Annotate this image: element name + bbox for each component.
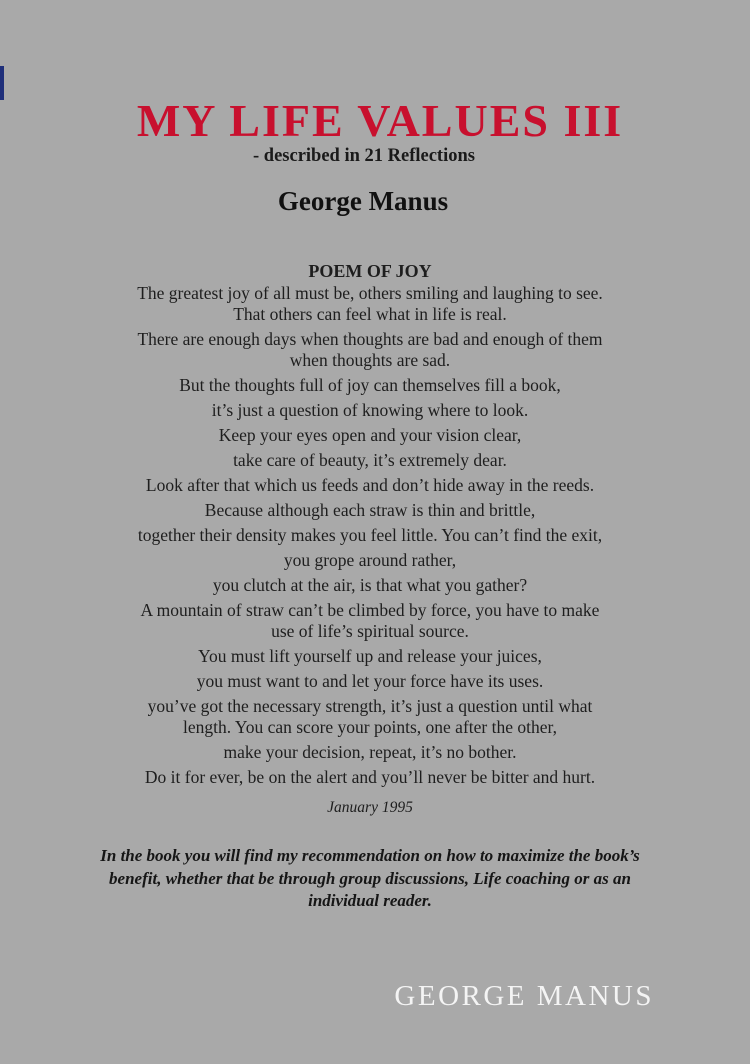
poem-line: length. You can score your points, one after the other,: [182, 717, 557, 737]
poem-line: you must want to and let your force have its uses.: [196, 671, 544, 691]
poem-line: when thoughts are sad.: [289, 350, 451, 370]
poem-line: Because although each straw is thin and brittle,: [204, 500, 536, 520]
poem-line: it’s just a question of knowing where to look.: [211, 400, 529, 420]
author-name: George Manus: [277, 186, 449, 216]
poem-line: make your decision, repeat, it’s no bother.: [223, 742, 517, 762]
poem-date: January 1995: [327, 799, 413, 816]
poem-line: you’ve got the necessary strength, it’s just a question until what: [147, 696, 593, 716]
poem-line: Do it for ever, be on the alert and you’ll never be bitter and hurt.: [144, 767, 596, 787]
poem-line: Look after that which us feeds and don’t hide away in the reeds.: [145, 475, 595, 495]
poem-line: You must lift yourself up and release your juices,: [198, 646, 542, 666]
author-name-footer: GEORGE MANUS: [394, 980, 654, 1012]
poem: [0, 259, 740, 818]
poem-line: together their density makes you feel little. You can’t find the exit,: [137, 525, 603, 545]
book-title: MY LIFE VALUES III: [136, 95, 624, 146]
poem-line: you grope around rather,: [283, 550, 457, 570]
book-subtitle: - described in 21 Reflections: [253, 146, 475, 166]
poem-line: Keep your eyes open and your vision clear,: [218, 425, 522, 445]
poem-line: That others can feel what in life is real.: [233, 304, 507, 324]
poem-line: A mountain of straw can’t be climbed by force, you have to make: [140, 600, 600, 620]
back-blurb: In the book you will find my recommendation on how to maximize the book’s benefit, whether that be through group discussions, Life coaching or as an individual reader.: [100, 846, 640, 910]
poem-line: take care of beauty, it’s extremely dear.: [233, 450, 507, 470]
poem-line: There are enough days when thoughts are bad and enough of them: [137, 329, 603, 349]
poem-line: But the thoughts full of joy can themselves fill a book,: [179, 375, 561, 395]
poem-line: The greatest joy of all must be, others smiling and laughing to see.: [137, 283, 603, 303]
poem-line: you clutch at the air, is that what you gather?: [212, 575, 528, 595]
poem-line: use of life’s spiritual source.: [271, 621, 469, 641]
poem-title: POEM OF JOY: [308, 261, 432, 281]
